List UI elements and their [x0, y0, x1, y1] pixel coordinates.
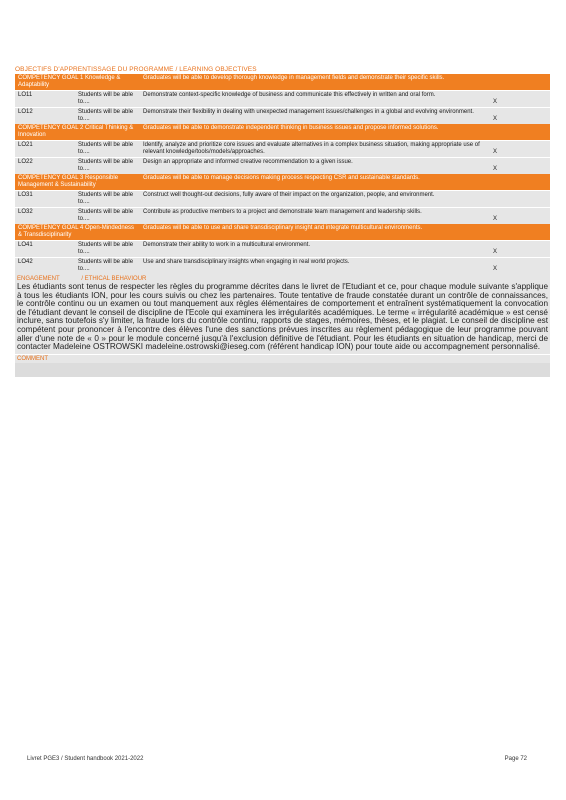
competency-goal-statement: Graduates will be able to manage decisions making process respecting CSR and sustainable standards.	[140, 174, 550, 191]
lo-code: LO21	[15, 141, 75, 158]
lo-subject: Students will be able to....	[75, 141, 140, 158]
competency-goal-label: COMPETENCY GOAL 4 Open-Mindedness & Transdisciplinarity	[15, 224, 140, 241]
lo-code: LO11	[15, 91, 75, 108]
lo-mark: X	[490, 108, 550, 125]
lo-mark: X	[490, 208, 550, 225]
learning-objective-row	[15, 191, 550, 208]
lo-mark: X	[490, 258, 550, 275]
lo-code: LO41	[15, 241, 75, 258]
lo-description: Demonstrate their flexibility in dealing with unexpected management issues/challenges in a global and evolving environment.	[140, 108, 490, 125]
lo-mark: X	[490, 241, 550, 258]
lo-subject: Students will be able to....	[75, 91, 140, 108]
competency-goal-row	[15, 74, 550, 91]
competency-goal-row	[15, 174, 550, 191]
lo-description: Design an appropriate and informed creative recommendation to a given issue.	[140, 158, 490, 175]
lo-subject: Students will be able to....	[75, 258, 140, 275]
lo-mark	[490, 191, 550, 208]
engagement-text: Les étudiants sont tenus de respecter les règles du programme décrites dans le livret de l'Etudiant et ce, pour chaque module suivante s'applique à tous les étudiants ION, pour les cours suivis ou chez les partenaires. Toute tentative de fraude constatée durant un contrôle de connaissances, le contrôle continu ou un examen ou tout manquement aux règles élémentaires de comportement et entraînent systématiquement la convocation de l'étudiant devant le conseil de discipline de l'Ecole qui examinera les irrégularités académiques. Le terme « irrégularité académique » est censé inclure, sans toutefois s'y limiter, la fraude lors du contrôle continu, rapports de stages, mémoires, thèses, et le plagiat. Le conseil de discipline est compétent pour prononcer à l'encontre des élèves l'une des sanctions prévues inscrites au règlement pédagogique de leur programme pouvant aller d'une note de « 0 » pour le module concerné jusqu'à l'exclusion définitive de l'étudiant. Pour les étudiants en situation de handicap, merci de contacter Madeleine OSTROWSKI madeleine.ostrowski@ieseg.com (référent handicap ION) pour toute aide ou accompagnement personnalisé.	[17, 282, 548, 352]
competency-goal-label: COMPETENCY GOAL 1 Knowledge & Adaptability	[15, 74, 140, 91]
lo-subject: Students will be able to....	[75, 158, 140, 175]
lo-code: LO12	[15, 108, 75, 125]
learning-objective-row	[15, 241, 550, 258]
lo-description: Use and share transdisciplinary insights when engaging in real world projects.	[140, 258, 490, 275]
page-footer	[27, 756, 527, 762]
section-title: OBJECTIFS D'APPRENTISSAGE DU PROGRAMME / LEARNING OBJECTIVES	[15, 66, 257, 73]
competency-goal-label: COMPETENCY GOAL 3 Responsible Management & Sustainability	[15, 174, 140, 191]
lo-subject: Students will be able to....	[75, 208, 140, 225]
engagement-section	[15, 274, 550, 354]
competency-goal-row	[15, 124, 550, 141]
lo-description: Construct well thought-out decisions, fully aware of their impact on the organization, people, and environment.	[140, 191, 490, 208]
engagement-heading-left: ENGAGEMENT	[17, 276, 60, 282]
page-content	[15, 66, 550, 377]
lo-mark: X	[490, 141, 550, 158]
comment-label: COMMENT	[15, 354, 550, 363]
lo-code: LO42	[15, 258, 75, 275]
learning-objective-row	[15, 158, 550, 175]
learning-objective-row	[15, 258, 550, 275]
lo-subject: Students will be able to....	[75, 108, 140, 125]
lo-code: LO31	[15, 191, 75, 208]
comment-box	[15, 363, 550, 377]
competency-goal-label: COMPETENCY GOAL 2 Critical Thinking & Innovation	[15, 124, 140, 141]
learning-objective-row	[15, 108, 550, 125]
lo-description: Identify, analyze and prioritize core issues and evaluate alternatives in a complex business situation, making appropriate use of relevant knowledge/tools/models/approaches.	[140, 141, 490, 158]
competency-goal-row	[15, 224, 550, 241]
lo-code: LO22	[15, 158, 75, 175]
learning-objective-row	[15, 208, 550, 225]
competency-goal-statement: Graduates will be able to develop thorough knowledge in management fields and demonstrate their specific skills.	[140, 74, 550, 91]
lo-mark: X	[490, 91, 550, 108]
learning-objectives-table	[15, 74, 550, 274]
lo-subject: Students will be able to....	[75, 241, 140, 258]
lo-description: Demonstrate context-specific knowledge of business and communicate this effectively in written and oral form.	[140, 91, 490, 108]
lo-description: Contribute as productive members to a project and demonstrate team management and leadership skills.	[140, 208, 490, 225]
footer-page-number: Page 72	[504, 756, 527, 762]
lo-subject: Students will be able to....	[75, 191, 140, 208]
competency-goal-statement: Graduates will be able to use and share transdisciplinary insight and integrate multicultural environments.	[140, 224, 550, 241]
engagement-heading-right: / ETHICAL BEHAVIOUR	[81, 276, 147, 282]
learning-objective-row	[15, 141, 550, 158]
learning-objective-row	[15, 91, 550, 108]
footer-document-title: Livret PGE3 / Student handbook 2021-2022	[27, 756, 144, 762]
competency-goal-statement: Graduates will be able to demonstrate independent thinking in business issues and propose informed solutions.	[140, 124, 550, 141]
lo-description: Demonstrate their ability to work in a multicultural environment.	[140, 241, 490, 258]
lo-mark: X	[490, 158, 550, 175]
lo-code: LO32	[15, 208, 75, 225]
